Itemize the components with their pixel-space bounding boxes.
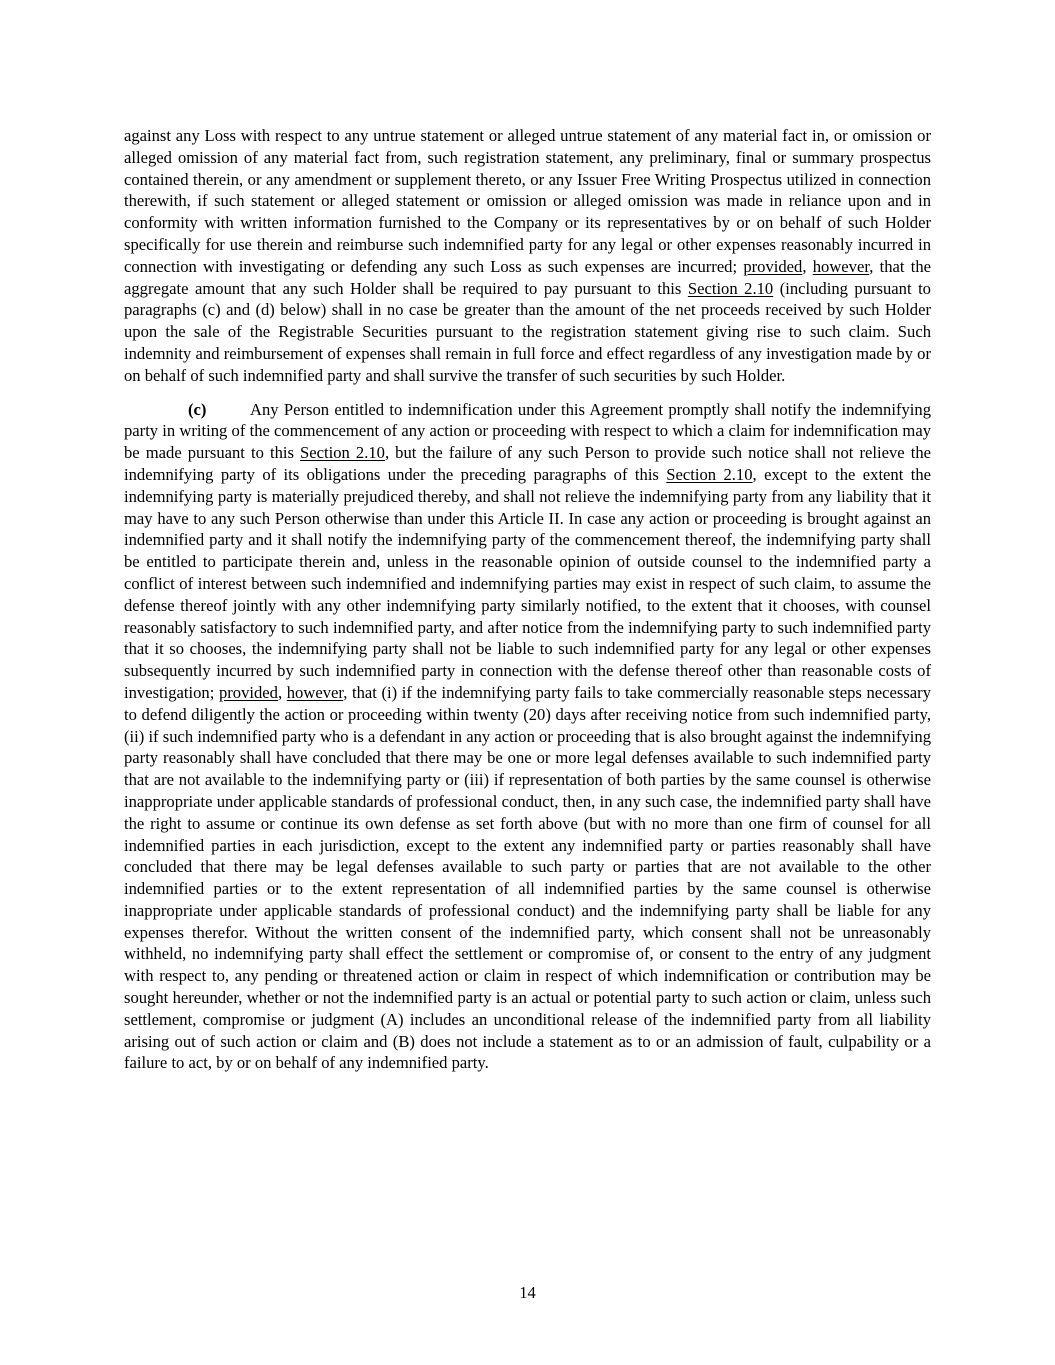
paragraph-text: Any Person entitled to indemnification under this Agreement promptly shall notify the indemnifying party in writing of the commencement of any action or proceeding with respect to which a claim for indemnification may be made pursuant to this <box>124 399 931 463</box>
paragraph-text: , but the failure of any such Person to provide such notice shall not relieve the indemnifying party of its obligations under the preceding paragraphs of this <box>124 443 931 484</box>
paragraph-text: , that (i) if the indemnifying party fails to take commercially reasonable steps necessary to defend diligently the action or proceeding within twenty (20) days after receiving notice from such indemnified party, (ii) if such indemnified party who is a defendant in any action or proceeding that is also brought against the indemnifying party reasonably shall have concluded that there may be one or more legal defenses available to such indemnified party that are not available to the indemnifying party or (iii) if representation of both parties by the same counsel is otherwise inappropriate under applicable standards of professional conduct, then, in any such case, the indemnified party shall have the right to assume or continue its own defense as set forth above (but with no more than one firm of counsel for all indemnified parties in each jurisdiction, except to the extent any indemnified party or parties reasonably shall have concluded that there may be legal defenses available to such party or parties that are not available to the other indemnified parties or to the extent representation of all indemnified parties by the same counsel is otherwise inappropriate under applicable standards of professional conduct) and the indemnifying party shall be liable for any expenses therefor. Without the written consent of the indemnified party, which consent shall not be unreasonably withheld, no indemnifying party shall effect the settlement or compromise of, or consent to the entry of any judgment with respect to, any pending or threatened action or claim in respect of which indemnification or contribution may be sought hereunder, whether or not the indemnified party is an actual or potential party to such action or claim, unless such settlement, compromise or judgment (A) includes an unconditional release of the indemnified party from all liability arising out of such action or claim and (B) does not include a statement as to or an admission of fault, culpability or a failure to act, by or on behalf of any indemnified party. <box>124 682 931 1073</box>
section-reference: Section 2.10 <box>300 443 385 463</box>
however-term: however <box>812 256 870 276</box>
section-reference: Section 2.10 <box>687 278 774 298</box>
paragraph-b-continuation <box>124 125 931 387</box>
document-page <box>124 125 931 1086</box>
section-reference: Section 2.10 <box>666 464 753 484</box>
paragraph-text: , except to the extent the indemnifying party is materially prejudiced thereby, and shall not relieve the indemnifying party from any liability that it may have to any such Person otherwise than under this Article II. In case any action or proceeding is brought against an indemnified party and it shall notify the indemnifying party of the commencement thereof, the indemnifying party shall be entitled to participate therein and, unless in the reasonable opinion of outside counsel to the indemnified party a conflict of interest between such indemnified and indemnifying parties may exist in respect of such claim, to assume the defense thereof jointly with any other indemnifying party similarly notified, to the extent that it chooses, with counsel reasonably satisfactory to such indemnified party, and after notice from the indemnifying party to such indemnified party that it so chooses, the indemnifying party shall not be liable to such indemnified party for any legal or other expenses subsequently incurred by such indemnified party in connection with the defense thereof other than reasonable costs of investigation; <box>124 464 932 702</box>
however-term: however <box>286 682 344 702</box>
separator: , <box>802 256 813 276</box>
separator: , <box>277 682 287 702</box>
paragraph-label: (c) <box>188 399 207 419</box>
paragraph-c <box>124 399 931 1075</box>
paragraph-text: (including pursuant to paragraphs (c) and (d) below) shall in no case be greater than the amount of the net proceeds received by such Holder upon the sale of the Registrable Securities pursuant to the registration statement giving rise to such claim. Such indemnity and reimbursement of expenses shall remain in full force and effect regardless of any investigation made by or on behalf of such indemnified party and shall survive the transfer of such securities by such Holder. <box>124 278 931 385</box>
provided-term: provided <box>218 682 278 702</box>
provided-term: provided <box>743 256 803 276</box>
page-number: 14 <box>519 1283 536 1302</box>
paragraph-text: against any Loss with respect to any untrue statement or alleged untrue statement of any material fact in, or omission or alleged omission of any material fact from, such registration statement, any preliminary, final or summary prospectus contained therein, or any amendment or supplement thereto, or any Issuer Free Writing Prospectus utilized in connection therewith, if such statement or alleged statement or omission or alleged omission was made in reliance upon and in conformity with written information furnished to the Company or its representatives by or on behalf of such Holder specifically for use therein and reimburse such indemnified party for any legal or other expenses reasonably incurred in connection with investigating or defending any such Loss as such expenses are incurred; <box>124 126 931 276</box>
paragraph-text: , that the aggregate amount that any such Holder shall be required to pay pursuant to this <box>124 256 931 298</box>
